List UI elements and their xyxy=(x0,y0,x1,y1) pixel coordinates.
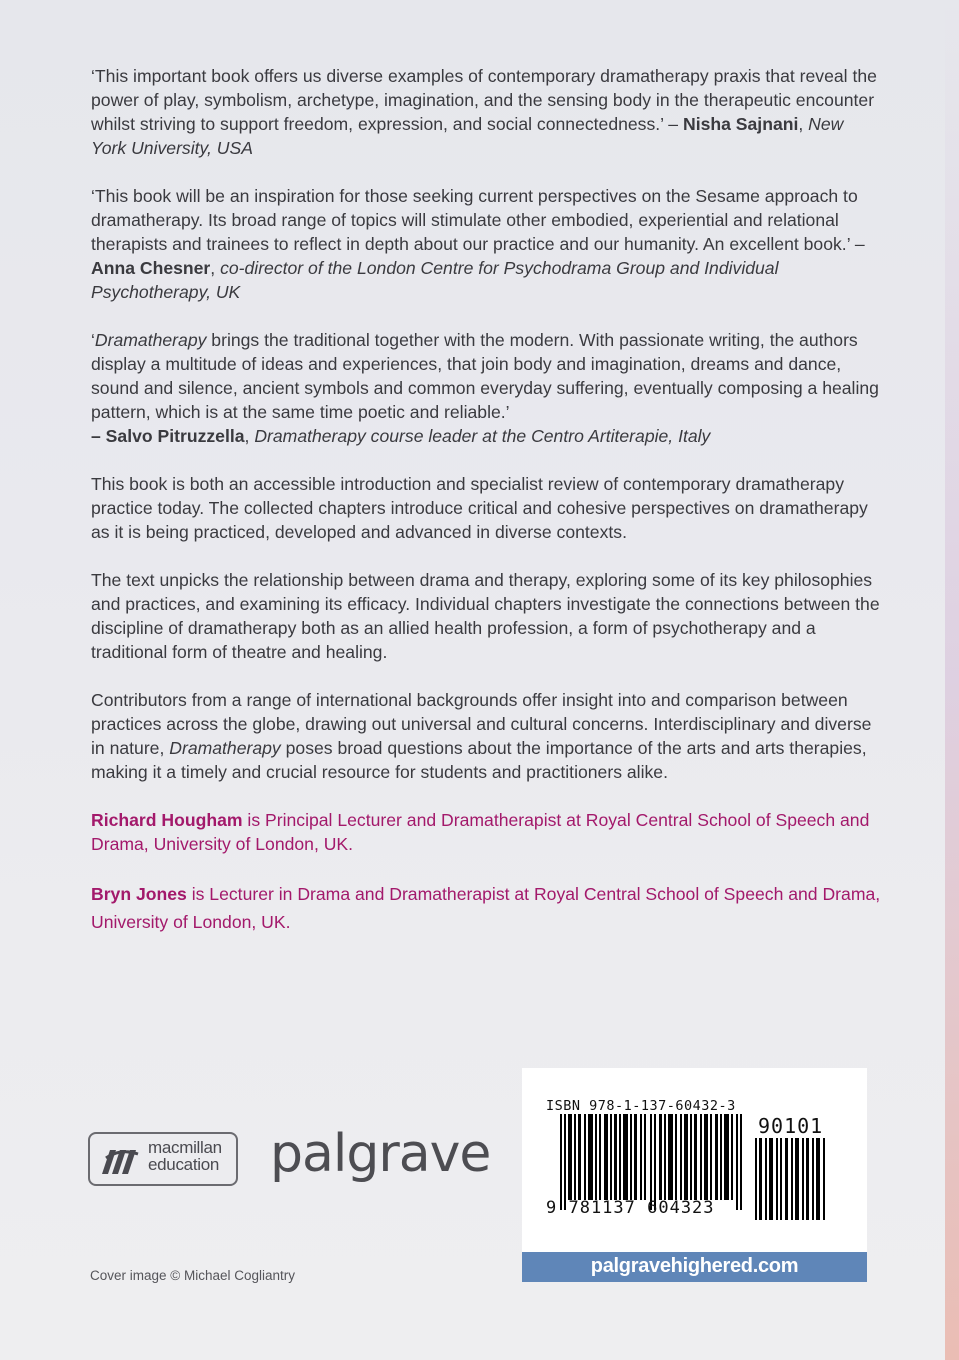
bio-hougham: Richard Hougham is Principal Lecturer and Dramatherapist at Royal Central School of Speech and Drama, University of London, UK. xyxy=(91,810,870,854)
quote-affiliation: co-director of the London Centre for Psychodrama Group and Individual Psychotherapy, UK xyxy=(91,258,779,302)
cover-image-credit: Cover image © Michael Cogliantry xyxy=(90,1268,296,1283)
quote-author: Nisha Sajnani xyxy=(682,114,799,134)
description-paragraph-3: Contributors from a range of international backgrounds offer insight into and comparison between practices across the globe, drawing out universal and cultural concerns. Interdisciplinary and diverse in nature, Dramatherapy poses broad questions about the importance of the arts and arts therapies, making it a timely and crucial resource for students and practitioners alike. xyxy=(91,690,872,782)
quote-author: – Salvo Pitruzzella xyxy=(91,426,245,446)
quote-affiliation: Dramatherapy course leader at the Centro Artiterapie, Italy xyxy=(254,426,711,446)
bio-jones: Bryn Jones is Lecturer in Drama and Dramatherapist at Royal Central School of Speech and Drama, University of London, UK. xyxy=(91,884,881,932)
isbn-number: ISBN 978-1-137-60432-3 xyxy=(546,1098,736,1114)
addon-barcode-bars xyxy=(755,1138,831,1220)
quote-sajnani: ‘This important book offers us diverse examples of contemporary dramatherapy praxis that reveal the power of play, symbolism, archetype, imagination, and the sensing body in the therapeutic encounter whilst striving to support freedom, expression, and social connectedness.’ – Nisha Sajnani, New York University, USA xyxy=(91,66,877,158)
macmillan-mark-icon xyxy=(100,1144,140,1176)
description-paragraph-2: The text unpicks the relationship between drama and therapy, exploring some of its key philosophies and practices, and examining its efficacy. Individual chapters investigate the connections between the discipline of dramatherapy both as an allied health profession, a form of psychotherapy and a traditional form of theatre and healing. xyxy=(91,570,880,662)
bio-name: Richard Hougham xyxy=(91,810,243,830)
palgrave-logo: palgrave xyxy=(270,1124,491,1184)
isbn-barcode xyxy=(522,1068,867,1252)
website-link[interactable]: palgravehighered.com xyxy=(522,1252,867,1282)
barcode-digits: 9 781137 604323 xyxy=(546,1198,715,1218)
quote-chesner: ‘This book will be an inspiration for those seeking current perspectives on the Sesame approach to dramatherapy. Its broad range of topics will stimulate other embodied, experiential and relational therapists and trainees to reflect in depth about our practice and our humanity. An excellent book.’ – Anna Chesner, co-director of the London Centre for Psychodrama Group and Individual Psychotherapy, UK xyxy=(91,186,865,302)
macmillan-education-logo xyxy=(88,1132,238,1186)
barcode-addon-digits: 90101 xyxy=(758,1114,824,1138)
description-paragraph-1: This book is both an accessible introduction and specialist review of contemporary dramatherapy practice today. The collected chapters introduce critical and cohesive perspectives on dramatherapy as it is being practiced, developed and advanced in diverse contexts. xyxy=(91,474,868,542)
back-cover-text xyxy=(91,64,881,960)
quote-pitruzzella: ‘Dramatherapy brings the traditional together with the modern. With passionate writing, the authors display a multitude of ideas and experiences, that join body and imagination, dreams and dance, sound and silence, ancient symbols and common everyday suffering, eventually composing a healing pattern, which is at the same time poetic and reliable.’ – Salvo Pitruzzella, Dramatherapy course leader at the Centro Artiterapie, Italy xyxy=(91,330,879,446)
quote-author: Anna Chesner xyxy=(91,258,211,278)
macmillan-wordmark: macmillan education xyxy=(148,1138,222,1174)
ean-barcode-bars xyxy=(560,1114,750,1210)
bio-name: Bryn Jones xyxy=(91,884,187,904)
quote-affiliation: New York University, USA xyxy=(91,114,844,158)
edge-glow xyxy=(945,0,959,1360)
